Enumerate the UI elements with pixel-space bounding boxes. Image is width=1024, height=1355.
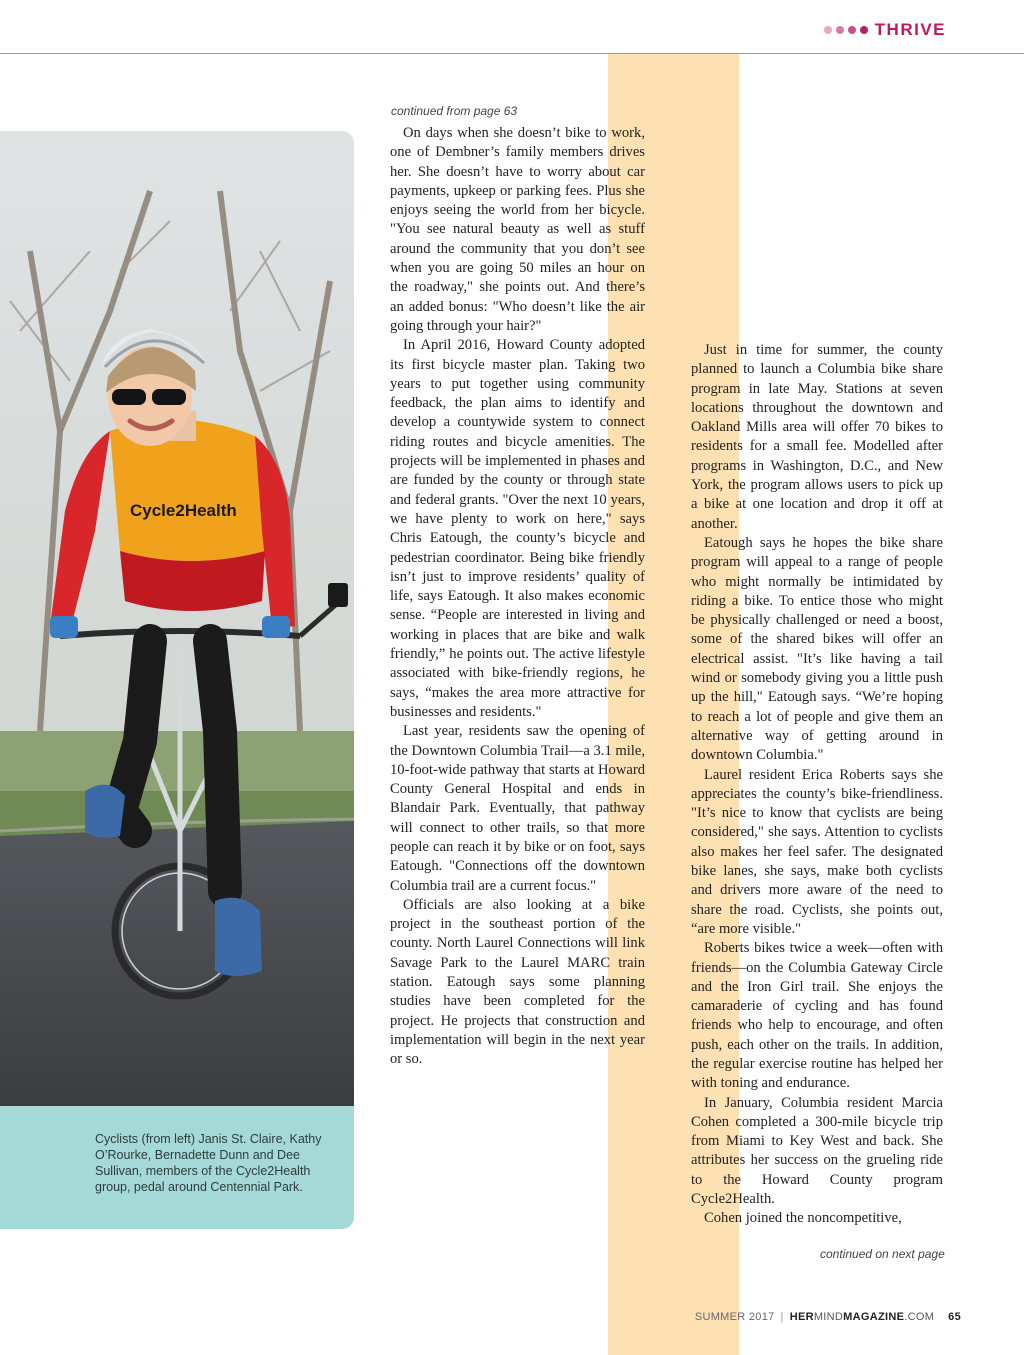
dot-icon <box>848 26 856 34</box>
section-tag <box>824 20 946 40</box>
page-footer <box>695 1311 961 1323</box>
photo-caption-box <box>0 1106 354 1229</box>
brand-magazine: MAGAZINE <box>843 1311 905 1323</box>
cyclist-photo <box>0 131 354 1106</box>
article-paragraph: On days when she doesn’t bike to work, one of Dembner’s family members drives her. She doesn’t have to worry about car payments, upkeep or parking fees. Plus she enjoys seeing the world from her bicycle. "You see natural beauty as well as stuff around the community that you don’t see when you are going 50 miles an hour on the roadway," she points out. And there’s an added bonus: "Who doesn’t like the air going through your hair?" <box>390 125 645 334</box>
section-dots <box>824 26 868 34</box>
article-paragraph: Cohen joined the noncompetitive, <box>704 1210 902 1227</box>
dot-icon <box>824 26 832 34</box>
footer-separator: | <box>780 1311 784 1323</box>
dot-icon <box>836 26 844 34</box>
article-paragraph: In April 2016, Howard County adopted its first bicycle master plan. Taking two years to put together using community feedback, the plan aims to identify and develop a countywide system to connect riding routes and bicycle amenities. The projects will be implemented in phases and are funded by the county or through state and federal grants. "Over the next 10 years, we have plenty to work on here," says Chris Eatough, the county’s bicycle and pedestrian coordinator. Being bike friendly isn’t just to improve residents’ quality of life, says Eatough. It also makes economic sense. “People are interested in living and working in places that are bike and walk friendly,” he points out. The active lifestyle associated with bike-friendly regions, he says, “makes the area more attractive for businesses and residents." <box>390 337 645 720</box>
article-paragraph: Officials are also looking at a bike project in the southeast portion of the county. North Laurel Connections will link Savage Park to the Laurel MARC train station. Eatough says some planning studies have been completed for the project. He projects that construction and implementation will begin in the next year or so. <box>390 896 645 1068</box>
continued-next-note: continued on next page <box>820 1247 945 1261</box>
section-label: THRIVE <box>874 20 946 39</box>
article-paragraph: Roberts bikes twice a week—often with friends—on the Columbia Gateway Circle and the Iron Girl trail. She enjoys the camaraderie of cycling and has found friends who help to encourage, and often push, each other on the trails. In addition, the regular exercise routine has helped her with toning and endurance. <box>691 940 943 1092</box>
article-column-2 <box>691 341 943 1229</box>
magazine-url <box>790 1311 934 1323</box>
brand-her: HER <box>789 1311 814 1323</box>
brand-mind: MIND <box>813 1311 844 1323</box>
article-paragraph: Laurel resident Erica Roberts says she appreciates the county’s bike-friendliness. "It’s nice to know that cyclists are being considered," she says. Attention to cyclists also makes her feel safer. The designated bike lanes, she says, make both cyclists and drivers more aware of the need to share the road. Cyclists, she points out, “are more visible." <box>691 766 943 937</box>
continued-from-note: continued from page 63 <box>391 104 518 118</box>
article-paragraph: Last year, residents saw the opening of the Downtown Columbia Trail—a 3.1 mile, 10-foot-wide pathway that starts at Howard County General Hospital and ends in Blandair Park. Eventually, that pathway will connect to other trails, so that more people can reach it by bike or on foot, says Eatough. "Connections off the downtown Columbia trail are a current focus." <box>390 723 645 894</box>
jersey-text: Cycle2Health <box>130 501 237 520</box>
photo-caption: Cyclists (from left) Janis St. Claire, Kathy O’Rourke, Bernadette Dunn and Dee Sullivan, members of the Cycle2Health group, pedal around Centennial Park. <box>95 1132 322 1194</box>
brand-com: .COM <box>904 1311 935 1323</box>
issue-label: SUMMER 2017 <box>694 1311 775 1323</box>
header-rule <box>0 53 1024 54</box>
article-column-1 <box>390 124 645 1070</box>
page-number: 65 <box>948 1311 961 1323</box>
article-paragraph: Just in time for summer, the county planned to launch a Columbia bike share program in late May. Stations at seven locations throughout the downtown and Oakland Mills area will offer 70 bikes to residents for a small fee. Modelled after programs in Washington, D.C., and New York, the program allows users to pick up a bike at one location and drop it off at another. <box>691 342 943 532</box>
article-paragraph: Eatough says he hopes the bike share program will appeal to a range of people who might normally be intimidated by riding a bike. To entice those who might be physically challenged or need a boost, some of the shared bikes will offer an electrical assist. "It’s like having a tail wind or somebody giving you a little push up the hill," Eatough says. “We’re hoping to reach a lot of people and give them an alternative way of getting around in downtown Columbia." <box>691 534 943 764</box>
dot-icon <box>860 26 868 34</box>
article-paragraph: In January, Columbia resident Marcia Cohen completed a 300-mile bicycle trip from Miami to Key West and back. She attributes her success on the grueling ride to the Howard County program Cycle2Health. <box>691 1094 943 1208</box>
